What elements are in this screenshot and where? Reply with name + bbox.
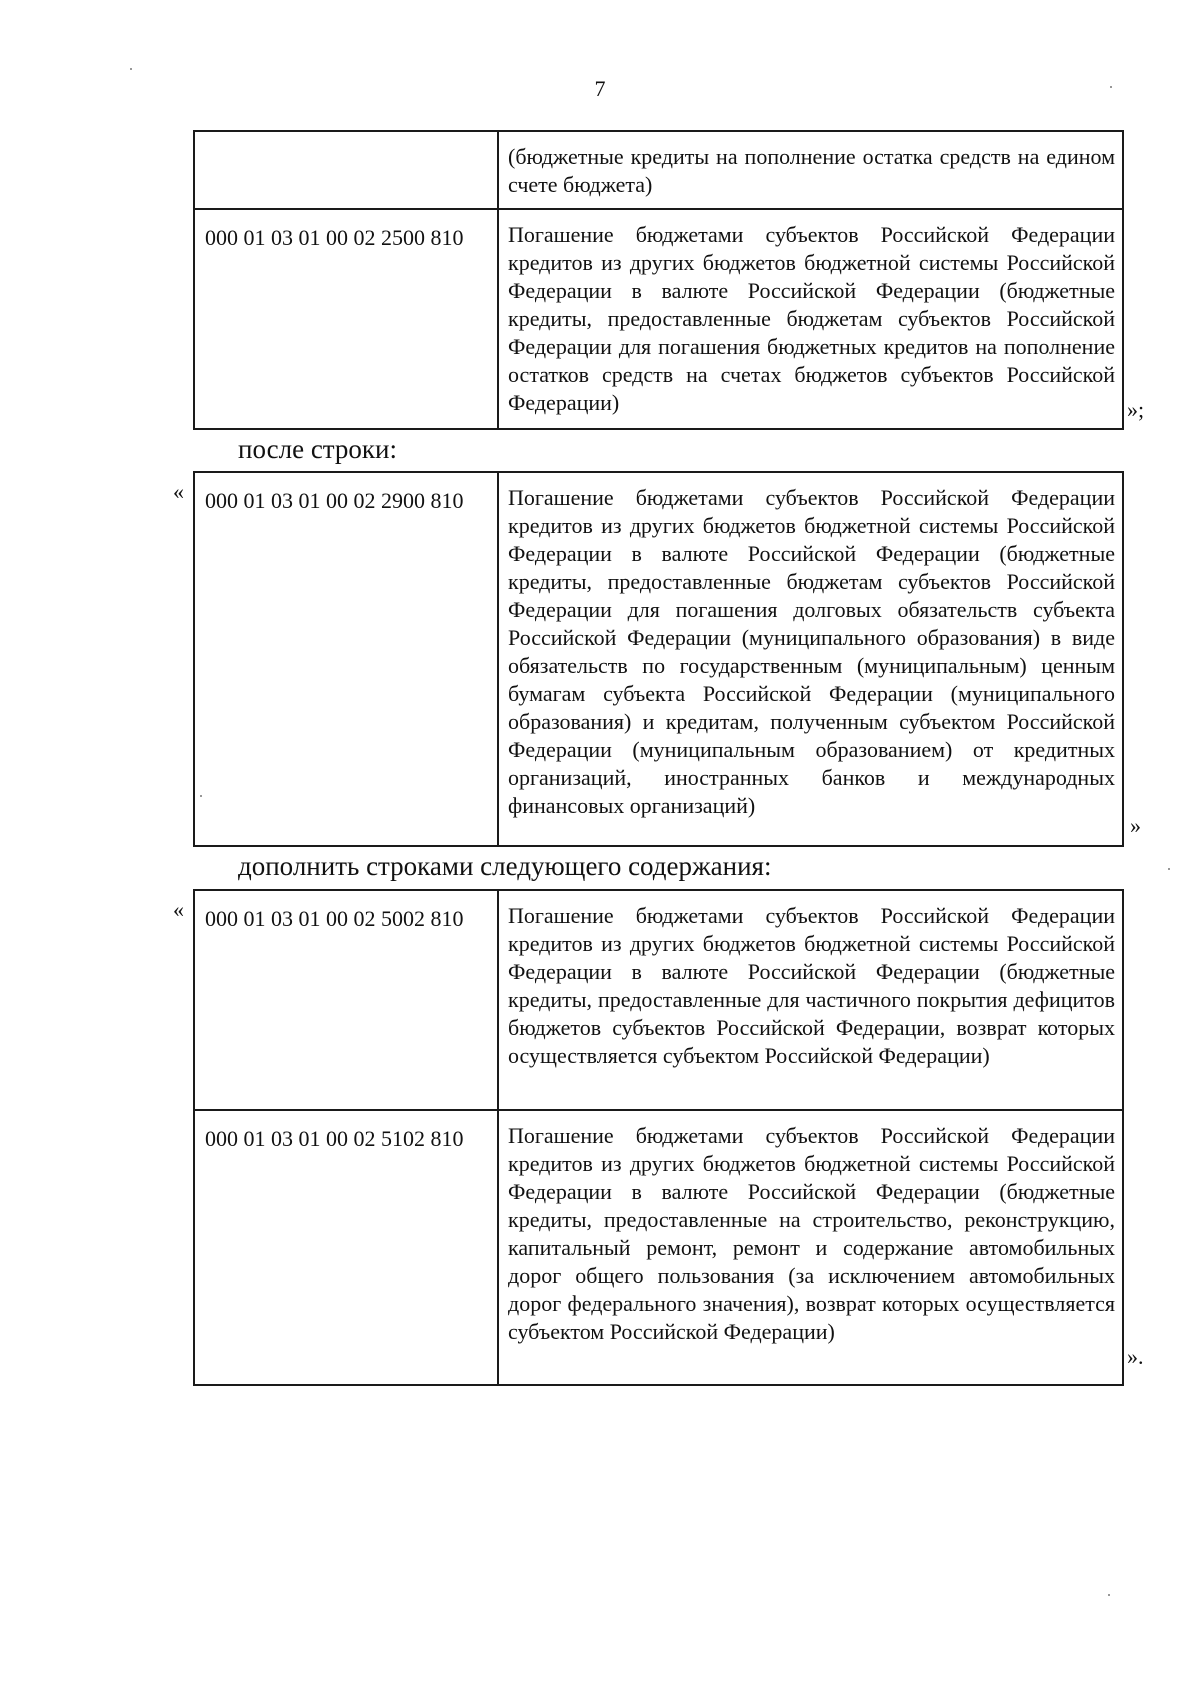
opening-quote: «	[173, 479, 184, 504]
scan-speck	[1110, 86, 1112, 88]
description-cell: Погашение бюджетами субъектов Российской Федерации кредитов из других бюджетов бюджетной системы Российской Федерации в валюте Российской Федерации (бюджетные кредиты, предоставленные бюджетам субъектов Российской Федерации для погашения бюджетных кредитов на пополнение остатков средств на счетах бюджетов субъектов Российской Федерации)	[508, 222, 1115, 415]
scan-speck	[130, 68, 132, 70]
closing-quote: »	[1130, 813, 1141, 838]
closing-quote: ».	[1127, 1344, 1144, 1369]
supplement-label: дополнить строками следующего содержания:	[238, 851, 772, 881]
code-cell	[195, 132, 499, 208]
table-row	[195, 1109, 1122, 1384]
code-cell: 000 01 03 01 00 02 5002 810	[195, 891, 499, 1109]
scan-speck	[1168, 868, 1170, 870]
table-row	[195, 473, 1122, 845]
opening-quote: «	[173, 897, 184, 922]
code-cell: 000 01 03 01 00 02 5102 810	[195, 1111, 499, 1384]
budget-code-table-2	[193, 471, 1124, 847]
description-cell: (бюджетные кредиты на пополнение остатка средств на едином счете бюджета)	[508, 144, 1115, 197]
page-number: 7	[594, 76, 606, 101]
description-cell: Погашение бюджетами субъектов Российской Федерации кредитов из других бюджетов бюджетной системы Российской Федерации в валюте Российской Федерации (бюджетные кредиты, предоставленные бюджетам субъектов Российской Федерации для погашения долговых обязательств субъекта Российской Федерации (муниципального образования) в виде обязательств по государственным (муниципальным) ценным бумагам субъекта Российской Федерации (муниципального образования) и кредитам, полученным субъектом Российской Федерации (муниципальным образованием) от кредитных организаций, иностранных банков и международных финансовых организаций)	[508, 485, 1115, 818]
budget-code-table-1	[193, 130, 1124, 430]
table-row	[195, 891, 1122, 1109]
table-row	[195, 208, 1122, 428]
table-row	[195, 132, 1122, 208]
scan-speck	[200, 795, 202, 797]
code-cell: 000 01 03 01 00 02 2900 810	[195, 473, 499, 845]
after-line-label: после строки:	[238, 434, 397, 464]
closing-quote: »;	[1127, 397, 1145, 422]
description-cell: Погашение бюджетами субъектов Российской Федерации кредитов из других бюджетов бюджетной системы Российской Федерации в валюте Российской Федерации (бюджетные кредиты, предоставленные на строительство, реконструкцию, капитальный ремонт, ремонт и содержание автомобильных дорог общего пользования (за исключением автомобильных дорог федерального значения), возврат которых осуществляется субъектом Российской Федерации)	[508, 1123, 1115, 1344]
budget-code-table-3	[193, 889, 1124, 1386]
code-cell: 000 01 03 01 00 02 2500 810	[195, 210, 499, 428]
scan-speck	[1108, 1594, 1110, 1596]
description-cell: Погашение бюджетами субъектов Российской Федерации кредитов из других бюджетов бюджетной системы Российской Федерации в валюте Российской Федерации (бюджетные кредиты, предоставленные для частичного покрытия дефицитов бюджетов субъектов Российской Федерации, возврат которых осуществляется субъектом Российской Федерации)	[508, 903, 1115, 1068]
